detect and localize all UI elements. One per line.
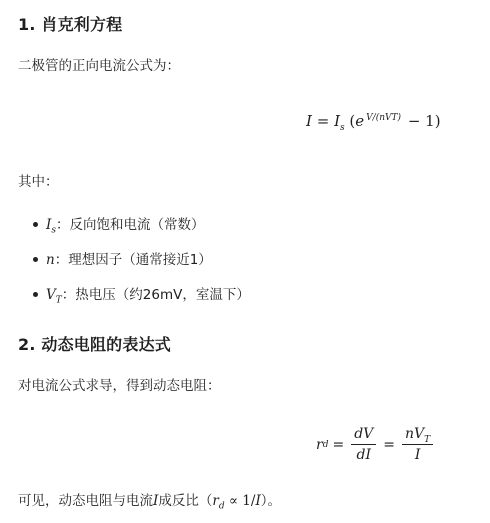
dynamic-resistance-formula: r d = $\frac{dV}{dI}$ = $\frac{nV_T}{I}$ — [316, 426, 436, 463]
bullet-desc: ：反向饱和电流（常数） — [55, 217, 205, 233]
conclusion-rel-base: r — [212, 493, 219, 509]
formula-exp-base: e — [355, 112, 365, 130]
conclusion-symbol: I — [153, 493, 159, 509]
bullet-dot — [33, 222, 38, 227]
formula2-lhs: r — [316, 436, 323, 453]
formula-is-sub: s — [340, 123, 345, 133]
list-item — [46, 213, 205, 236]
fraction-dv-di — [351, 426, 376, 463]
conclusion-rel: ∝ 1/ — [224, 493, 256, 509]
frac1-numerator: dV — [351, 426, 376, 445]
conclusion — [18, 489, 282, 512]
formula-eq: = — [316, 112, 330, 130]
symbol-is: I — [46, 217, 52, 233]
section2-heading: 2. 动态电阻的表达式 — [18, 335, 171, 354]
formula-paren-open: ( — [349, 112, 356, 130]
bullet-dot — [33, 257, 38, 262]
frac2-num-text: nV — [405, 426, 425, 442]
symbol-vt: V — [46, 287, 56, 303]
formula-minus-one: − 1) — [407, 112, 441, 130]
bullet-desc: ：热电压（约26mV，室温下） — [61, 287, 250, 303]
formula-exp-power: V/(nVT) — [366, 113, 402, 123]
formula2-eq2: = — [383, 436, 396, 453]
frac1-denominator: dI — [356, 447, 371, 463]
conclusion-mid: 成反比（ — [158, 493, 213, 509]
conclusion-pre: 可见，动态电阻与电流 — [18, 493, 153, 509]
frac2-denominator: I — [414, 447, 421, 463]
fraction-nvt-i — [402, 426, 433, 463]
frac2-num-sub: T — [424, 434, 431, 445]
conclusion-post: ）。 — [260, 493, 282, 509]
list-item — [46, 248, 212, 268]
formula-is: I — [334, 112, 341, 130]
bullet-dot — [33, 292, 38, 297]
shockley-formula — [306, 112, 441, 133]
symbol-vt-sub: T — [55, 295, 62, 306]
bullet-desc: ：理想因子（通常接近1） — [54, 252, 212, 268]
formula2-eq1: = — [332, 436, 345, 453]
section1-intro: 二极管的正向电流公式为： — [18, 58, 180, 74]
section2-intro: 对电流公式求导，得到动态电阻： — [18, 378, 221, 394]
conclusion-rel-sub: d — [218, 501, 225, 512]
list-item — [46, 283, 250, 306]
symbol-n: n — [46, 252, 55, 268]
frac2-numerator — [402, 426, 433, 445]
conclusion-rel-end: I — [255, 493, 261, 509]
section1-heading: 1. 肖克利方程 — [18, 15, 123, 34]
symbol-is-sub: s — [51, 225, 56, 236]
where-label: 其中： — [18, 174, 59, 190]
formula-lhs: I — [306, 112, 312, 130]
